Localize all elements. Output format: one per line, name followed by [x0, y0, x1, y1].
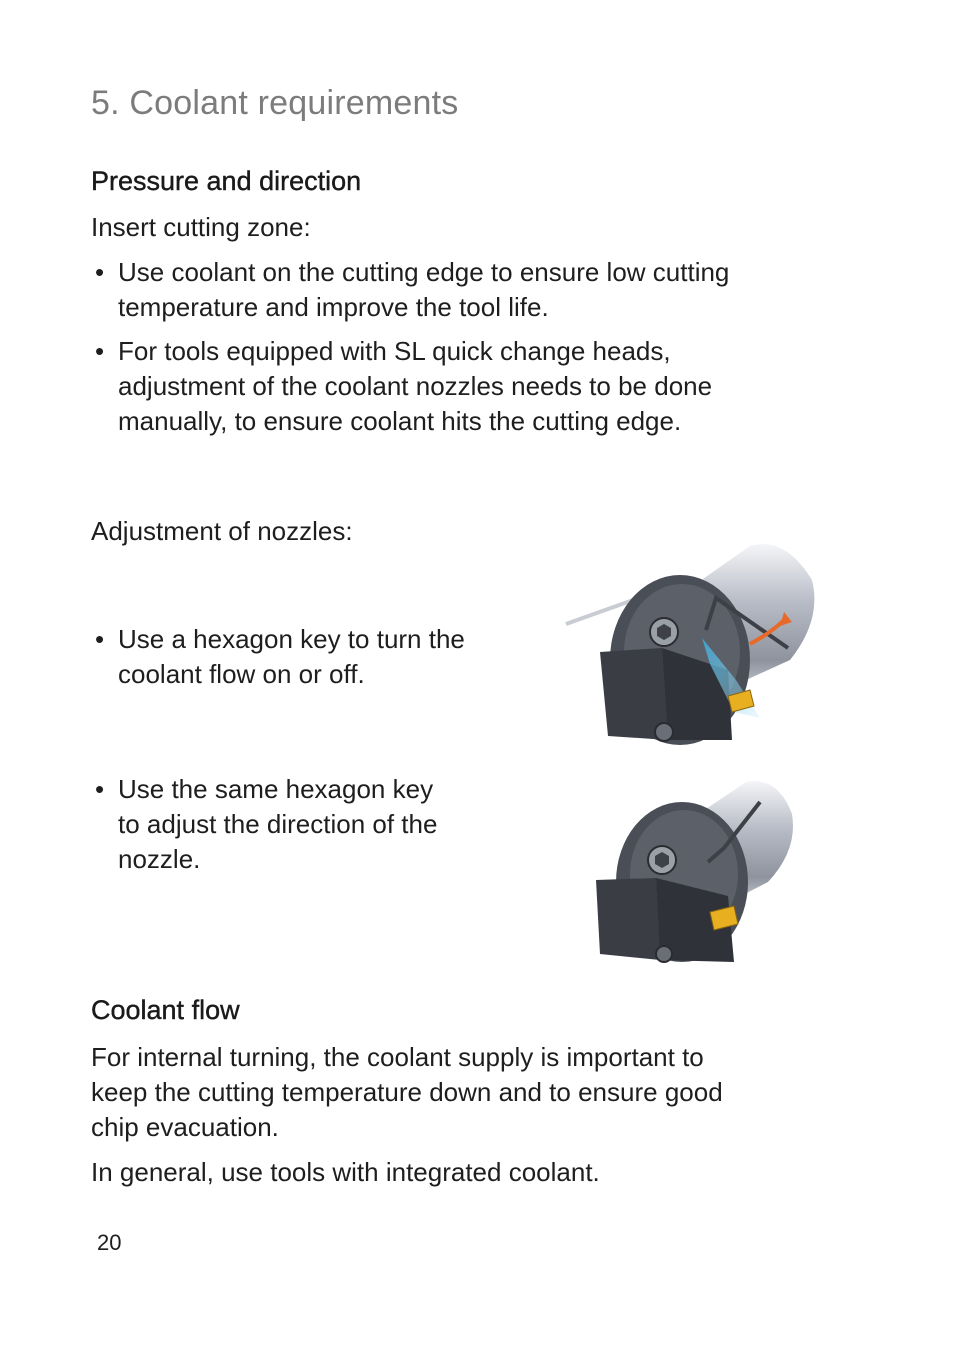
head-front-block	[596, 878, 660, 960]
bullet-line: Use the same hexagon key	[118, 774, 434, 804]
coolant-flow-paragraph	[91, 1040, 723, 1145]
bullet-hexagon-key	[91, 622, 465, 692]
bullet-line: nozzle.	[118, 844, 201, 874]
integrated-coolant-note: In general, use tools with integrated coolant.	[91, 1157, 600, 1187]
paragraph-line: chip evacuation.	[91, 1112, 279, 1142]
bullet-dot: •	[95, 336, 105, 366]
intro-text: Insert cutting zone:	[91, 212, 311, 242]
bullet-dot: •	[95, 624, 105, 654]
bullet-line: Use coolant on the cutting edge to ensure low cutting	[118, 257, 730, 287]
tool-illustration-coolant-on	[560, 540, 822, 755]
paragraph-line: For internal turning, the coolant supply is important to	[91, 1042, 704, 1072]
bullet-nozzle-direction	[91, 772, 437, 877]
paragraph-line: keep the cutting temperature down and to ensure good	[91, 1077, 723, 1107]
bullet-line: coolant flow on or off.	[118, 659, 365, 689]
tool-illustration-nozzle-direction	[588, 778, 798, 968]
chapter-title: 5. Coolant requirements	[91, 84, 459, 122]
bullet-line: manually, to ensure coolant hits the cutting edge.	[118, 406, 682, 436]
bullet-sl-heads	[91, 334, 712, 439]
bullet-line: For tools equipped with SL quick change heads,	[118, 336, 671, 366]
section-heading-coolant-flow: Coolant flow	[91, 995, 240, 1025]
section-heading-pressure: Pressure and direction	[91, 166, 362, 196]
bullet-line: adjustment of the coolant nozzles needs to be done	[118, 371, 713, 401]
page-number: 20	[97, 1230, 122, 1255]
bullet-dot: •	[95, 257, 105, 287]
bullet-line: to adjust the direction of the	[118, 809, 438, 839]
adjustment-label: Adjustment of nozzles:	[91, 516, 353, 546]
bullet-dot: •	[95, 774, 105, 804]
bullet-line: temperature and improve the tool life.	[118, 292, 549, 322]
bullet-line: Use a hexagon key to turn the	[118, 624, 465, 654]
bullet-coolant-edge	[91, 255, 729, 325]
